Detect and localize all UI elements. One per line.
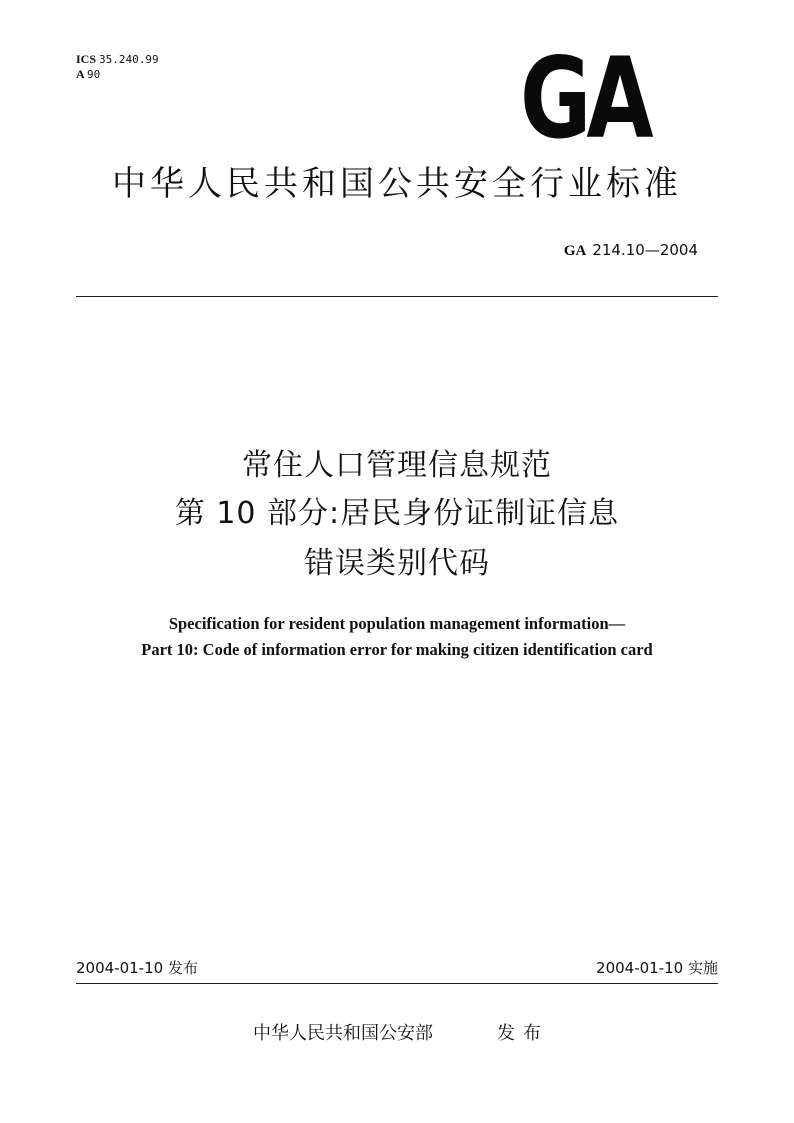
ccs-label: A	[76, 67, 85, 81]
top-divider	[76, 296, 718, 297]
standard-type-heading: 中华人民共和国公共安全行业标准	[112, 164, 682, 204]
publisher-name: 中华人民共和国公安部	[253, 1023, 433, 1044]
ics-label: ICS	[76, 52, 97, 66]
ics-value: 35.240.99	[99, 53, 159, 66]
classification-codes	[76, 52, 159, 82]
chinese-title-line-1: 常住人口管理信息规范	[242, 448, 552, 483]
standard-number-prefix: GA	[563, 243, 587, 259]
chinese-title-line-3: 错误类别代码	[304, 546, 490, 581]
ga-logo: GA	[520, 34, 649, 164]
ccs-value: 90	[87, 68, 101, 81]
english-title-line-2: Part 10: Code of information error for making citizen identification card	[141, 640, 653, 659]
chinese-title-line-2: 第 10 部分:居民身份证制证信息	[174, 496, 620, 531]
english-title-line-1: Specification for resident population management information—	[168, 614, 626, 633]
implementation-date: 2004-01-10 实施	[596, 959, 718, 977]
ics-code	[76, 52, 159, 67]
standard-number	[564, 240, 698, 261]
ccs-code	[76, 67, 159, 82]
publish-label: 发布	[497, 1023, 549, 1044]
issue-date: 2004-01-10 发布	[76, 959, 198, 977]
standard-number-value: 214.10—2004	[592, 241, 698, 259]
bottom-divider	[76, 983, 718, 984]
